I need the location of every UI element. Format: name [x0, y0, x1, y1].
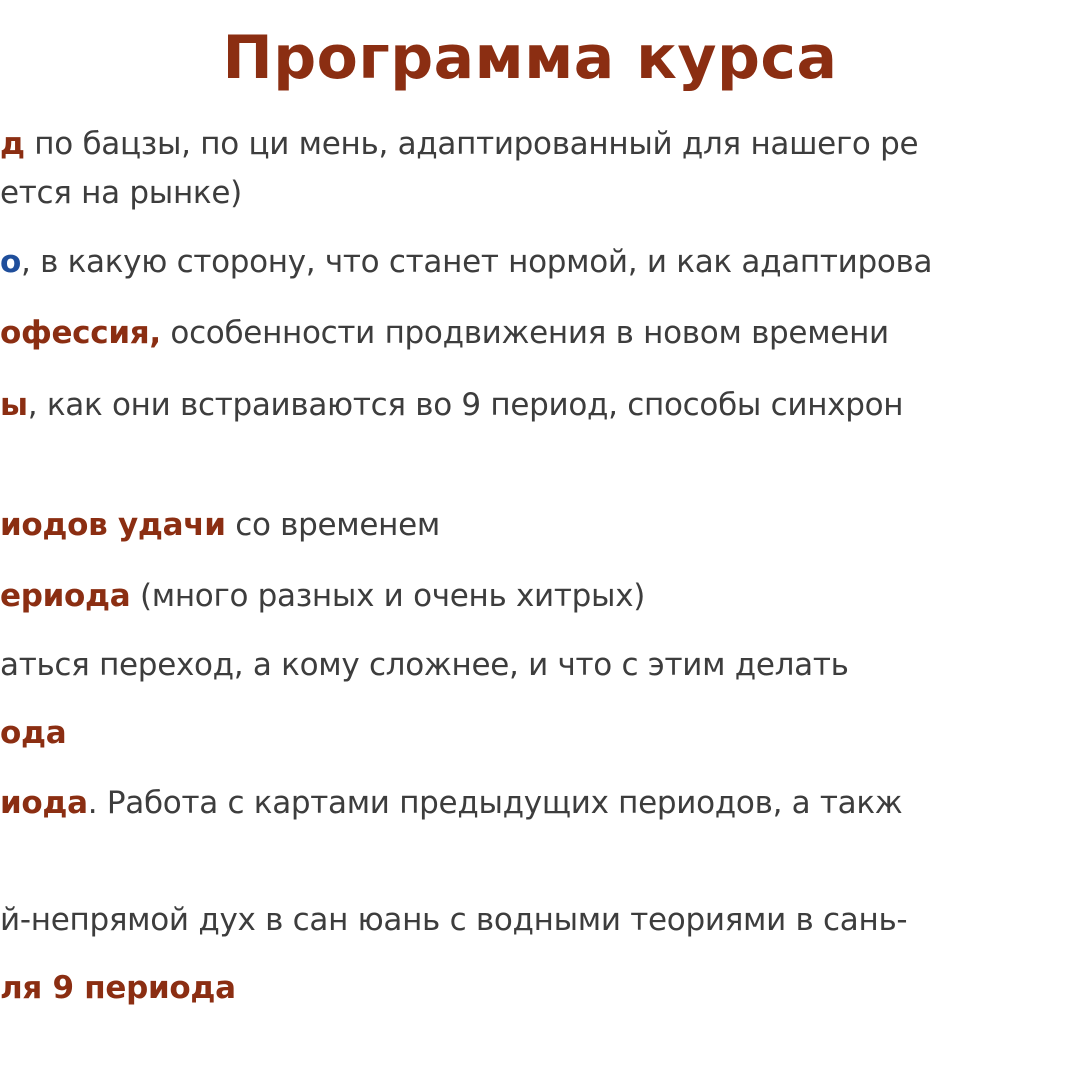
line-highlight: ы	[0, 387, 28, 423]
line-highlight: иодов удачи	[0, 507, 226, 543]
line-text: особенности продвижения в новом времени	[160, 315, 889, 351]
line-text: (много разных и очень хитрых)	[130, 578, 646, 614]
line-text: ется на рынке)	[0, 175, 242, 211]
line-text: аться переход, а кому сложнее, и что с этим делать	[0, 647, 849, 683]
line-highlight: ериода	[0, 578, 131, 614]
line-text: . Работа с картами предыдущих периодов, а такж	[87, 785, 903, 821]
line-text: , в какую сторону, что станет нормой, и как адаптирова	[21, 244, 933, 280]
program-line-10	[0, 781, 902, 825]
line-highlight: о	[0, 244, 21, 280]
page-title: Программа курса	[222, 23, 838, 93]
program-line-12	[0, 966, 236, 1010]
line-highlight: офессия,	[0, 315, 161, 351]
program-line-1	[0, 122, 918, 166]
program-line-3	[0, 240, 932, 284]
program-line-11	[0, 898, 907, 942]
program-line-7	[0, 574, 645, 618]
line-highlight: ода	[0, 715, 67, 751]
program-line-2	[0, 171, 242, 215]
line-text: со временем	[225, 507, 440, 543]
program-line-6	[0, 503, 440, 547]
program-line-8	[0, 643, 849, 687]
line-highlight: ля 9 периода	[0, 970, 236, 1006]
line-text: й-непрямой дух в сан юань с водными теориями в сань-	[0, 902, 908, 938]
line-text: по бацзы, по ци мень, адаптированный для нашего ре	[24, 126, 919, 162]
program-line-5	[0, 383, 903, 427]
program-line-4	[0, 311, 889, 355]
line-text: , как они встраиваются во 9 период, способы синхрон	[27, 387, 904, 423]
program-line-9	[0, 711, 66, 755]
line-highlight: иода	[0, 785, 88, 821]
line-highlight: д	[0, 126, 25, 162]
